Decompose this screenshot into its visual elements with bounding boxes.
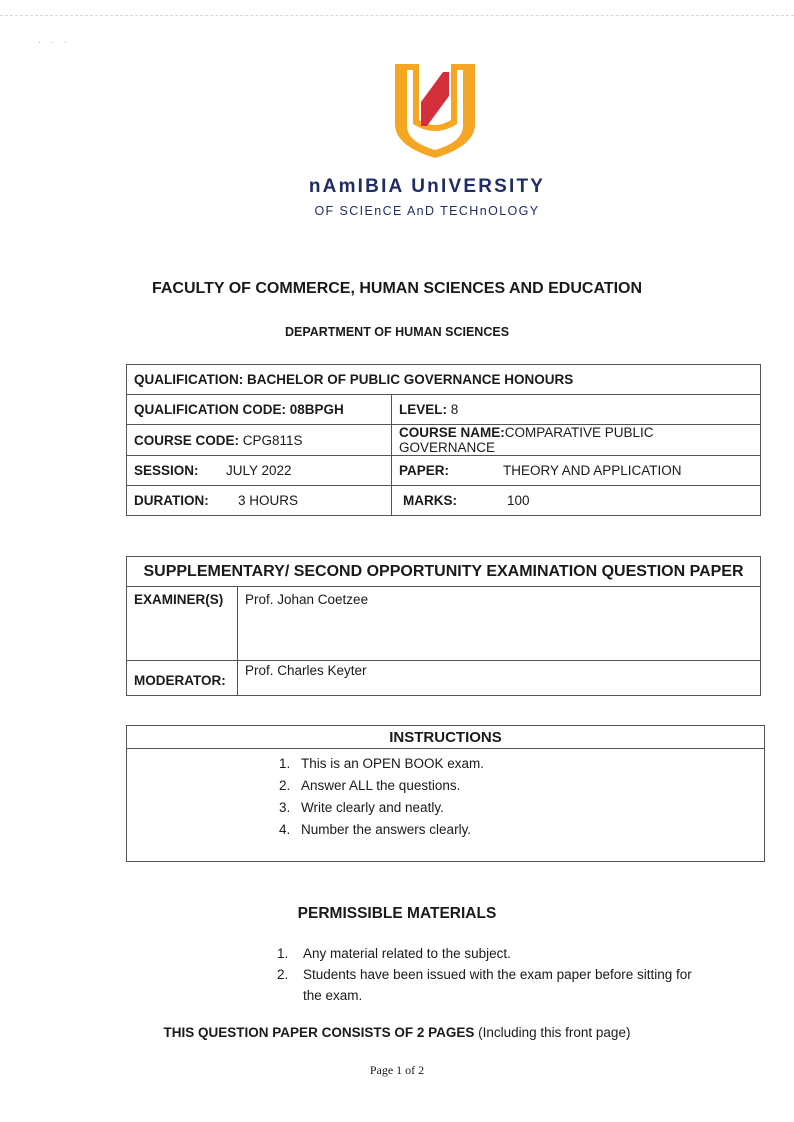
permissible-item: 2. Students have been issued with the exam paper before sitting for the exam. (277, 967, 692, 1003)
faculty-heading: FACULTY OF COMMERCE, HUMAN SCIENCES AND EDUCATION (151, 280, 643, 297)
duration-cell (127, 486, 392, 516)
course-name-label: COURSE NAME: (399, 425, 505, 440)
permissible-materials-list (277, 943, 697, 1006)
permissible-item: 1. Any material related to the subject. (277, 946, 511, 961)
course-details-table (126, 364, 761, 516)
instructions-title: INSTRUCTIONS (127, 726, 765, 749)
session-cell (127, 456, 392, 486)
course-code-label: COURSE CODE: (134, 432, 240, 448)
instructions-table (126, 725, 765, 862)
course-name-cell (392, 425, 761, 456)
level-label: LEVEL: (399, 402, 448, 417)
page-count-note (0, 1025, 794, 1040)
instructions-body (127, 749, 765, 862)
scan-edge-line (0, 15, 794, 16)
examination-table (126, 556, 761, 696)
level-value: 8 (450, 402, 459, 417)
university-subtitle: OF SCIEnCE AnD TECHnOLOGY (314, 204, 540, 218)
session-value: JULY 2022 (226, 463, 292, 478)
paper-value: THEORY AND APPLICATION (503, 463, 682, 478)
qualification-label: QUALIFICATION: (134, 372, 244, 387)
scan-specks: · · · (38, 38, 71, 47)
qualification-value: BACHELOR OF PUBLIC GOVERNANCE HONOURS (247, 372, 574, 387)
instruction-item: 2. Answer ALL the questions. (279, 778, 461, 793)
department-heading: DEPARTMENT OF HUMAN SCIENCES (284, 325, 510, 339)
page-count-bold: THIS QUESTION PAPER CONSISTS OF 2 PAGES (163, 1025, 475, 1040)
page-count-rest: (Including this front page) (478, 1025, 631, 1040)
duration-label: DURATION: (134, 493, 209, 508)
level-cell (392, 395, 761, 425)
page-number: Page 1 of 2 (369, 1063, 425, 1077)
qualification-cell (127, 365, 761, 395)
qualification-code-label: QUALIFICATION CODE: (134, 402, 286, 417)
examiner-value: Prof. Johan Coetzee (238, 587, 761, 661)
instruction-item: 4. Number the answers clearly. (279, 822, 472, 837)
paper-label: PAPER: (399, 463, 450, 478)
instruction-item: 1. This is an OPEN BOOK exam. (279, 756, 485, 771)
paper-cell (392, 456, 761, 486)
course-code-value: CPG811S (242, 432, 303, 448)
session-label: SESSION: (134, 463, 199, 478)
exam-title: SUPPLEMENTARY/ SECOND OPPORTUNITY EXAMINATION QUESTION PAPER (127, 557, 761, 587)
permissible-materials-title: PERMISSIBLE MATERIALS (297, 905, 497, 922)
examiner-label: EXAMINER(S) (127, 587, 238, 661)
marks-value: 100 (507, 493, 530, 508)
duration-value: 3 HOURS (238, 493, 299, 508)
moderator-label: MODERATOR: (127, 661, 238, 696)
university-name: nAmIBIA UnIVERSITY (308, 176, 546, 197)
qualification-code-value: 08BPGH (289, 402, 344, 417)
moderator-value: Prof. Charles Keyter (238, 661, 761, 696)
course-name-value: COMPARATIVE PUBLIC GOVERNANCE (399, 425, 654, 455)
instructions-list (127, 749, 764, 861)
marks-label: MARKS: (403, 493, 457, 508)
university-logo (387, 58, 483, 162)
instruction-item: 3. Write clearly and neatly. (279, 800, 444, 815)
marks-cell (392, 486, 761, 516)
course-code-cell (127, 425, 392, 456)
qualification-code-cell (127, 395, 392, 425)
